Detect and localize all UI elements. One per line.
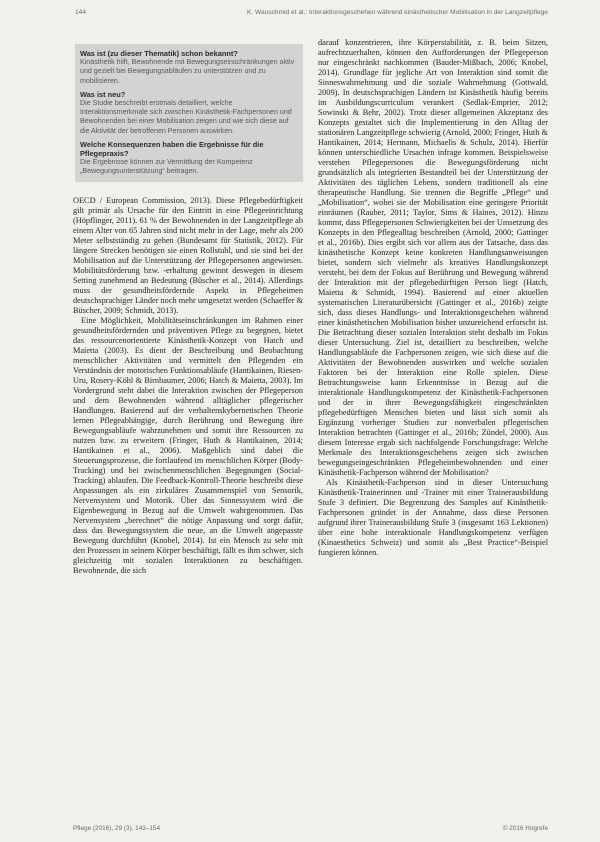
summary-section-known: [80, 49, 298, 86]
body-paragraph: OECD / European Commission, 2013). Diese Pflegebedürftigkeit gilt primär als Ursache für den Eintritt in eine Pflegeeinrichtung (Höpflinger, 2011). 61 % der Bewohnenden in der Langzeitpflege ab einem Alter von 65 Jahren sind nicht mehr in der Lage, mehr als 200 Meter selbstständig zu gehen (Bundesamt für Statistik, 2012). Für längere Strecken benötigen sie einen Rollstuhl, und sie sind bei der Mobilisation auf die Unterstützung der Pflegepersonen angewiesen. Mobilitätsförderung bzw. -erhaltung gewinnt deswegen in diesem Setting zunehmend an Bedeutung (Büscher et al., 2014). Allerdings muss der gesundheitsfördernde Aspekt in Pflegeheimen deutschsprachiger Länder noch mehr umgesetzt werden (Schaeffer & Büscher, 2009; Schmidt, 2013).: [73, 196, 303, 315]
left-text-column: [73, 196, 303, 576]
running-head: [75, 9, 548, 19]
summary-section-consequences: [80, 140, 298, 177]
running-title: K. Wauschmid et al.: Interaktionsgeschehen während kinästhetischer Mobilisation in der Langzeitpflege: [246, 9, 548, 16]
summary-body: Die Ergebnisse können zur Vermittlung der Kompetenz „Bewegungsunterstützung“ beitragen.: [80, 158, 253, 176]
summary-heading: Was ist (zu dieser Thematik) schon bekannt?: [80, 49, 238, 58]
page-number: 144: [75, 9, 87, 16]
body-paragraph: Als Kinästhetik-Fachperson sind in dieser Untersuchung Kinästhetik-Trainerinnen und -Trainer mit einer Trainerausbildung Stufe 3 definiert. Die Begrenzung des Samples auf Kinästhetik-Fachpersonen gründet in der Annahme, dass diese Personen aufgrund ihrer Trainerausbildung Stufe 3 (insgesamt 163 Lektionen) über eine hohe interaktionale Handlungskompetenz verfügen (Kinaesthetics Schweiz) und somit als „Best Practice“-Beispiel fungieren können.: [318, 478, 548, 557]
body-paragraph: Eine Möglichkeit, Mobilitätseinschränkungen im Rahmen einer gesundheitsfördernden und präventiven Pflege zu begegnen, bietet das ressourcenorientierte Kinästhetik-Konzept von Hatch und Maietta (2003). Es dient der Beschreibung und Beobachtung menschlicher Aktivitäten und vermittelt den Pflegenden ein Verständnis der motorischen Funktionsabläufe (Hantikainen, Riesen-Uru, Rosery-Köhl & Birnbaumer, 2006; Hatch & Maietta, 2003). Im Vordergrund steht dabei die Interaktion zwischen der Pflegeperson und dem Bewohnenden während alltäglicher pflegerischer Handlungen. Basierend auf der verhaltenskybernetischen Theorie lernen Pflegeabhängige, durch Berührung und Bewegung ihre Bewegungsabläufe wahrzunehmen und somit ihre Ressourcen zu nutzen bzw. zu erweitern (Fringer, Huth & Hantikainen, 2014; Hantikainen et al., 2006). Maßgeblich sind dabei die Steuerungsprozesse, die fortlaufend im menschlichen Körper (Body-Tracking) und bei zwischenmenschlichen Begegnungen (Social-Tracking) ablaufen. Die Feedback-Kontroll-Theorie beschreibt diese Anpassungen als ein zirkuläres Zusammenspiel von Sensorik, Nervensystem und Motorik. Über das Sinnessystem wird die Eigenbewegung in Bezug auf die Umwelt wahrgenommen. Das Nervensystem „berechnet“ die nötige Anpassung und sorgt dafür, dass das Bewegungssystem die neue, an die Umwelt angepasste Bewegung durchführt (Knobel, 2014). Ist ein Mensch zu sehr mit den Prozessen in seinem Körper beschäftigt, fällt es ihm schwer, sich gleichzeitig mit sozialen Interaktionen zu beschäftigen. Bewohnende, die sich: [73, 316, 303, 575]
summary-section-new: [80, 90, 298, 136]
summary-heading: Welche Konsequenzen haben die Ergebnisse für die Pflegepraxis?: [80, 139, 264, 159]
copyright-notice: © 2016 Hogrefe: [502, 825, 548, 832]
summary-body: Kinästhetik hilft, Bewohnende mit Bewegungseinschränkungen aktiv und gezielt bei Bewegungsabläufen zu unterstützen und zu mobilisieren.: [80, 58, 295, 85]
key-points-box: [75, 44, 303, 182]
body-paragraph: darauf konzentrieren, ihre Körperstabilität, z. B. beim Sitzen, aufrechtzuerhalten, können den Aufforderungen der Pflegeperson nur eingeschränkt nachkommen (Bauder-Mißbach, 2006; Knobel, 2014). Grundlage für jegliche Art von Interaktion sind somit die Sinneswahrnehmung und die soziale Wahrnehmung (Gottwald, 2009). In deutschsprachigen Ländern ist Kinästhetik häufig bereits im Ausbildungscurriculum verankert (Sedlak-Emprier, 2012; Sowinski & Behr, 2002). Trotz dieser allgemeinen Akzeptanz des Konzepts gestaltet sich die Implementierung in den Alltag der stationären Langzeitpflege schwierig (Arnold, 2000; Fringer, Huth & Hantikainen, 2014; Hermann, Michaelis & Schulz, 2014). Hierfür können unterschiedliche Ursachen infrage kommen. Beispielsweise verstehen Pflegepersonen die Bewegungsförderung nicht grundsätzlich als integrierten Bestandteil bei der Unterstützung der Aktivitäten des täglichen Lebens, sondern traditionell als eine therapeutische Handlung. Sie trennen die Begriffe „Pflege“ und „Mobilisation“, wobei sie der Mobilisation eine geringere Priorität einräumen (Rauber, 2011; Taylor, Sims & Haines, 2012). Hinzu kommt, dass Pflegepersonen Schwierigkeiten bei der Umsetzung des Konzepts in den Pflegealltag beschreiben (Arnold, 2000; Gattinger et al., 2016b). Dies ergibt sich vor allem aus der Tatsache, dass das kinästhetische Konzept keine konkreten Handlungsanweisungen bietet, sondern sich vielmehr als kreatives Handlungskonzept versteht, bei dem der Fokus auf Berührung und Bewegung während der Interaktion mit der pflegebedürftigen Person liegt (Hatch, Maietta & Schmidt, 1994). Basierend auf einer aktuellen systematischen Literaturübersicht (Gattinger et al., 2016b) zeigte sich, dass dieses Handlungs- und Interaktionsgeschehen während einer kinästhetischen Mobilisation bisher unzureichend erforscht ist. Die Betrachtung dieser sozialen Interaktion steht deshalb im Fokus dieser Untersuchung. Ziel ist, detailliert zu beschreiben, welche Handlungsabläufe die Fachpersonen zeigen, wie sich diese auf die Aktivitäten der Bewohnenden auswirken und welche sozialen Faktoren bei der Interaktion eine Rolle spielen. Diese Betrachtungsweise kann Erkenntnisse in Bezug auf die interaktionale Handlungskompetenz der Kinästhetik-Fachpersonen und der in ihrer Bewegungsfähigkeit eingeschränkten pflegebedürftigen Menschen bieten und lässt sich somit als Ergänzung vorheriger Studien zur nonverbalen pflegerischen Interaktion betrachten (Gattinger et al., 2016b; Zündel, 2000). Aus diesem Interesse ergab sich nachfolgende Forschungsfrage: Welche Merkmale des Interaktionsgeschehens zeigen sich zwischen bewegungseingeschränkten Pflegeheimbewohnenden und einer Kinästhetik-Fachperson während der Mobilisation?: [318, 38, 548, 477]
summary-heading: Was ist neu?: [80, 89, 126, 99]
page-footer: [73, 825, 548, 835]
journal-citation: Pflege (2016), 29 (3), 143–154: [73, 825, 161, 832]
right-text-column: [318, 38, 548, 558]
summary-body: Die Studie beschreibt erstmals detailliert, welche Interaktionsmerkmale sich zwischen Kinästhetik-Fachpersonen und Bewohnenden bei einer Mobilisation zeigen und wie sich diese auf die Aktivität der betroffenen Personen auswirken.: [80, 99, 292, 135]
